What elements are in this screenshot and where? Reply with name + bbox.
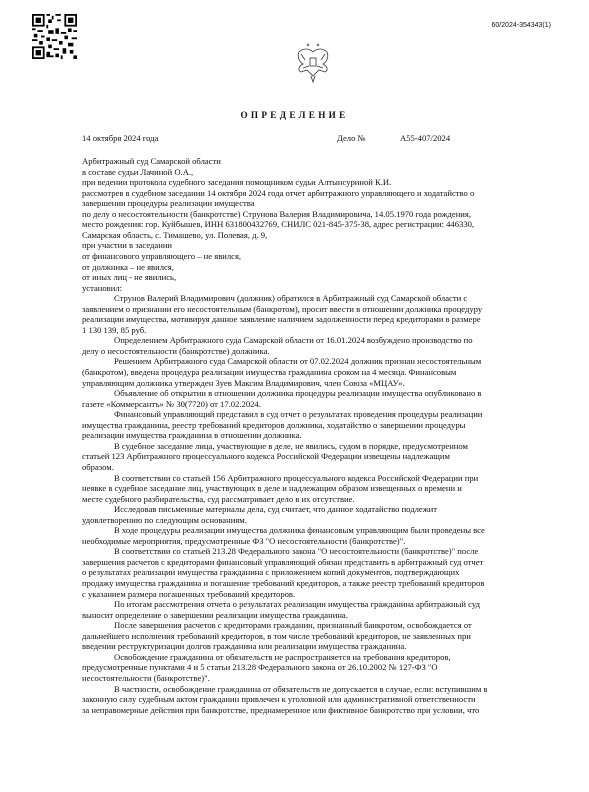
- body-line: образом.: [82, 461, 114, 472]
- body-line: продажу имущества гражданина и погашение требований кредиторов, а также реестр требований кредиторов: [82, 578, 485, 588]
- body-line: удовлетворению по следующим основаниям.: [82, 514, 247, 525]
- body-line: В соответствии со статьей 213.28 Федерального закона "О несостоятельности (банкротстве)" после: [114, 546, 479, 557]
- body-line: Финансовый управляющий представил в суд отчет о результатах проведения процедуры реализации: [114, 409, 483, 420]
- body-line: В соответствии со статьей 156 Арбитражного процессуального кодекса Российской Федерации при: [114, 472, 479, 483]
- body-line: Самарская область, с. Тимашево, ул. Полевая, д. 9,: [82, 229, 268, 240]
- body-line: предусмотренные пунктами 4 и 5 статьи 213.28 Федерального закона от 26.10.2002 № 127-ФЗ "О: [82, 662, 438, 673]
- body-line: необходимые мероприятия, предусмотренные ФЗ "О несостоятельности (банкротстве)".: [82, 535, 406, 546]
- body-line: реализации имущества гражданина в отношении должника.: [82, 430, 302, 441]
- body-line: место рождения: гор. Куйбышев, ИНН 631800432769, СНИЛС 021-845-375-38, адрес регистрации: 446330,: [82, 219, 475, 230]
- body-line: выносит определение о завершении реализации имущества гражданина.: [82, 609, 348, 620]
- body-line: завершении процедуры реализации имущества: [82, 198, 255, 209]
- body-line: управляющим должника утвержден Зуев Максим Владимирович, член Союза «МЦАУ».: [82, 377, 405, 388]
- body-line: По итогам рассмотрения отчета о результатах реализации имущества гражданина арбитражный суд: [114, 599, 480, 610]
- body-line: дальнейшего исполнения требований кредиторов, в том числе требований кредиторов, не заявленных при: [82, 630, 471, 641]
- body-line: заявлением о признании его несостоятельным (банкротом), просит ввести в отношении должника процедуру: [82, 303, 483, 314]
- document-title: ОПРЕДЕЛЕНИЕ: [240, 110, 349, 120]
- body-line: реализации имущества, мотивируя данное заявление наличием задолженности перед кредиторами в размере: [82, 314, 481, 325]
- body-line: В ходе процедуры реализации имущества должника финансовым управляющим были проведены все: [114, 525, 485, 536]
- document-date: 14 октября 2024 года: [82, 133, 159, 143]
- body-line: законную силу судебным актом гражданин привлечен к уголовной или административной ответственности: [82, 694, 476, 705]
- body-line: завершения расчетов с кредиторами финансовый управляющий обязан представить в арбитражный суд отчет: [82, 556, 484, 567]
- case-label: Дело №: [337, 133, 366, 143]
- body-line: месте судебного разбирательства, суд рассматривает дело в их отсутствие.: [82, 493, 355, 504]
- body-line: при участии в заседании: [82, 240, 173, 251]
- body-line: в составе судьи Лачиной О.А.,: [82, 166, 194, 177]
- body-line: установил:: [82, 282, 123, 293]
- body-line: неявке в судебное заседание лиц, участвующих в деле и надлежащим образом извещенных о времени и: [82, 483, 462, 494]
- body-line: Объявление об открытии в отношении должника процедуры реализации имущества опубликовано в: [114, 388, 482, 399]
- coat-of-arms-emblem: [291, 42, 335, 86]
- body-line: Исследовав письменные материалы дела, суд считает, что данное ходатайство подлежит: [114, 504, 437, 515]
- case-number: А55-407/2024: [400, 133, 451, 143]
- body-line: от должника – не явился,: [82, 261, 174, 272]
- qr-code: [32, 14, 77, 59]
- body-line: После завершения расчетов с кредиторами гражданин, признанный банкротом, освобождается от: [114, 620, 472, 631]
- body-line: о результатах реализации имущества гражданина с приложением копий документов, подтверждающих: [82, 567, 460, 578]
- body-line: при ведении протокола судебного заседания помощником судьи Алтынсуриной К.И.: [82, 177, 392, 188]
- body-line: с указанием размера погашенных требований кредиторов.: [82, 588, 296, 599]
- body-line: Арбитражный суд Самарской области: [82, 156, 221, 166]
- body-line: введении реструктуризации долгов гражданина или реализации имущества гражданина.: [82, 641, 407, 652]
- body-line: Решением Арбитражного суда Самарской области от 07.02.2024 должник признан несостоятельным: [114, 356, 482, 367]
- body-line: за неправомерные действия при банкротстве, преднамеренное или фиктивное банкротство при условии, что: [82, 704, 480, 715]
- body-line: (банкротом), введена процедура реализации имущества гражданина сроком на 4 месяца. Финансовым: [82, 367, 457, 377]
- document-id: 60/2024-354343(1): [491, 22, 551, 29]
- body-line: от финансового управляющего – не явился,: [82, 250, 242, 261]
- body-line: рассмотрев в судебном заседании 14 октября 2024 года отчет арбитражного управляющего и ходатайство о: [82, 187, 475, 198]
- body-line: В судебное заседание лица, участвующие в деле, не явились, судом в порядке, предусмотренном: [114, 440, 468, 451]
- body-line: Освобождение гражданина от обязательств не распространяется на требования кредиторов,: [114, 651, 451, 662]
- body-line: Струнов Валерий Владимирович (должник) обратился в Арбитражный суд Самарской области с: [114, 293, 468, 304]
- body-line: от иных лиц - не явились,: [82, 272, 177, 283]
- body-line: 1 130 139, 85 руб.: [82, 324, 147, 335]
- body-line: Определением Арбитражного суда Самарской области от 16.01.2024 возбуждено производство по: [114, 335, 473, 346]
- body-line: несостоятельности (банкротстве)".: [82, 672, 210, 683]
- body-line: по делу о несостоятельности (банкротстве) Струнова Валерия Владимировича, 14.05.1970 года рождения,: [82, 208, 472, 219]
- body-line: В частности, освобождение гражданина от обязательств не допускается в случае, если: вступившим в: [114, 683, 488, 694]
- body-line: имущества гражданина, реестр требований кредиторов должника, ходатайство о завершении процедуры: [82, 419, 466, 430]
- body-line: статьей 123 Арбитражного процессуального кодекса Российской Федерации извещены надлежащим: [82, 451, 450, 462]
- body-line: газете «Коммерсантъ» № 30(7720) от 17.02.2024.: [82, 398, 261, 409]
- body-line: делу о несостоятельности (банкротстве) должника.: [82, 345, 270, 356]
